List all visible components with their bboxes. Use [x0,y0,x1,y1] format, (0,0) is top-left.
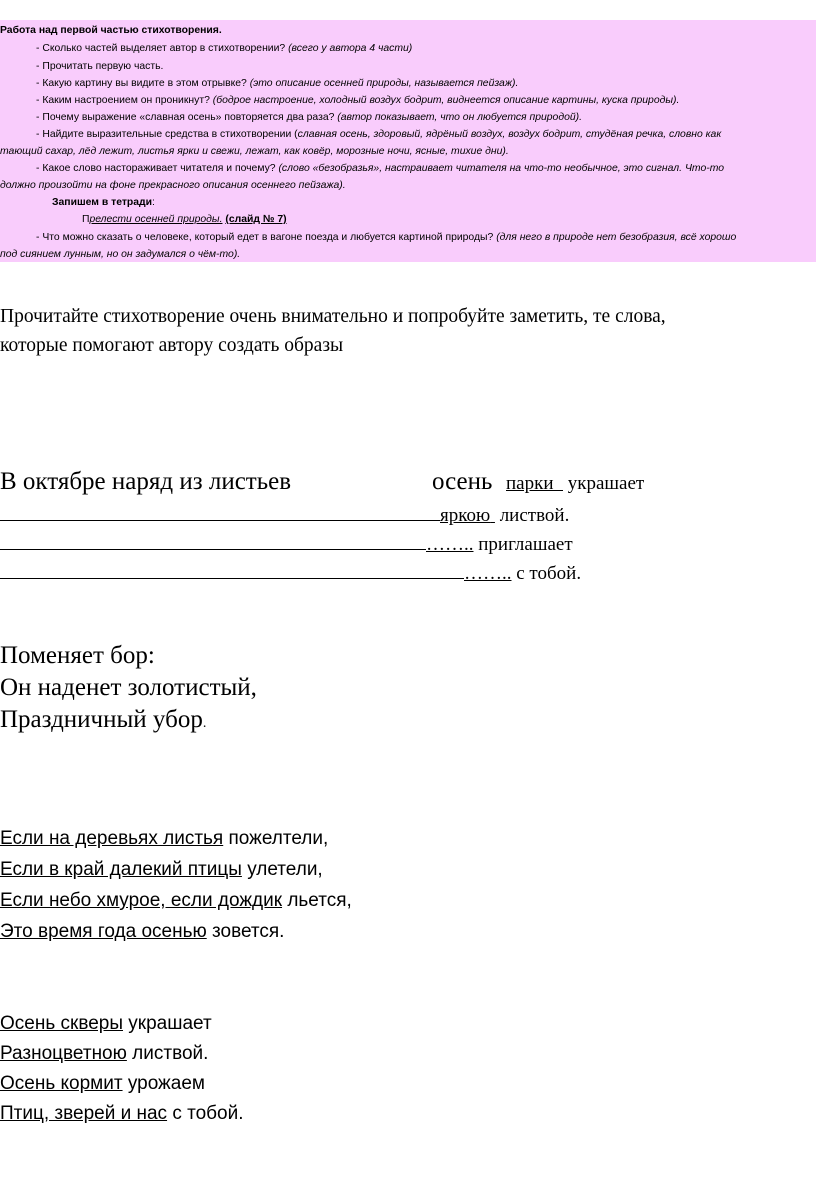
stanza-2-line-4: Это время года осенью зовется. [0,921,285,942]
question-6: - Найдите выразительные средства в стихотворении (славная осень, здоровый, ядрёный воздух, воздух бодрит, студёная речка, словно как [36,129,722,140]
instruction-line-2: которые помогают автору создать образы [0,335,344,356]
question-4: - Каким настроением он проникнут? (бодрое настроение, холодный воздух бодрит, виднеется описание картины, куска природы). [36,95,680,106]
fill-line-4: …….. с тобой. [0,562,581,586]
stanza-3-line-3: Осень кормит урожаем [0,1073,205,1094]
fill-line-2: яркою листвой. [0,504,569,528]
stanza-1-line-1: Поменяет бор: [0,642,155,669]
stanza-3-line-1: Осень скверы украшает [0,1013,212,1034]
question-6-continued: тающий сахар, лёд лежит, листья ярки и свежи, лежат, как ковёр, морозные ночи, ясные, тихие дни). [0,146,509,157]
question-1: - Сколько частей выделяет автор в стихотворении? (всего у автора 4 части) [36,43,413,54]
notebook-label: Запишем в тетради: [52,197,155,208]
question-8: - Что можно сказать о человеке, который едет в вагоне поезда и любуется картиной природы? (для него в природе нет безобразия, всё хорошо [36,232,737,243]
stanza-3-line-4: Птиц, зверей и нас с тобой. [0,1103,244,1124]
stanza-1-line-2: Он наденет золотистый, [0,674,257,701]
stanza-2-line-2: Если в край далекий птицы улетели, [0,859,323,880]
stanza-2-line-1: Если на деревьях листья пожелтели, [0,828,329,849]
stanza-3-line-2: Разноцветною листвой. [0,1043,209,1064]
fill-line-1-answer: парки украшает [506,473,645,494]
question-3: - Какую картину вы видите в этом отрывке? (это описание осенней природы, называется пейзаж). [36,78,519,89]
lesson-heading: Работа над первой частью стихотворения. [0,25,222,36]
question-2: - Прочитать первую часть. [36,61,164,72]
question-5: - Почему выражение «славная осень» повторяется два раза? (автор показывает, что он любуется природой). [36,112,582,123]
fill-line-1-start: В октябре наряд из листьев [0,468,292,495]
stanza-2-line-3: Если небо хмурое, если дождик льется, [0,890,352,911]
fill-line-3: …….. приглашает [0,533,573,557]
instruction-line-1: Прочитайте стихотворение очень внимательно и попробуйте заметить, те слова, [0,306,666,327]
question-7: - Какое слово настораживает читателя и почему? (слово «безобразья», настраивает читателя на что-то необычное, это сигнал. Что-то [36,163,725,174]
stanza-1-line-3: Праздничный убор. [0,706,207,733]
question-7-continued: должно произойти на фоне прекрасного описания осеннего пейзажа). [0,180,346,191]
fill-line-1-word: осень [432,468,493,495]
question-8-continued: под сиянием лунным, но он задумался о чём-то). [0,249,241,260]
notebook-entry: Прелести осенней природы. (слайд № 7) [82,214,287,225]
